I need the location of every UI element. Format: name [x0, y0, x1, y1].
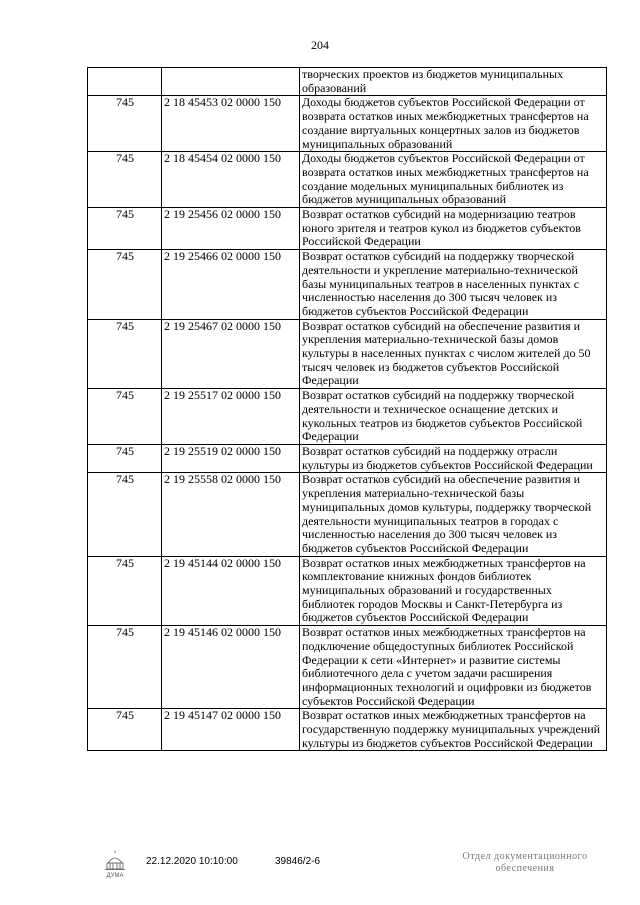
income-name-cell: Возврат остатков субсидий на поддержку отрасли культуры из бюджетов субъектов Российской Федерации — [300, 444, 607, 472]
income-name-cell: Возврат остатков субсидий на модернизацию театров юного зрителя и театров кукол из бюджетов субъектов Российской Федерации — [300, 208, 607, 250]
admin-code-cell: 745 — [88, 250, 162, 320]
page-footer — [0, 849, 640, 889]
income-name-cell: Возврат остатков субсидий на поддержку творческой деятельности и укрепление материально-технической базы муниципальных театров в населенных пунктах с численностью населения до 300 тысяч человек из бюджетов субъектов Российской Федерации — [300, 250, 607, 320]
admin-code-cell: 745 — [88, 319, 162, 389]
footer-datetime: 22.12.2020 10:10:00 — [146, 856, 238, 867]
table-row — [88, 319, 607, 389]
footer-doc-code: 39846/2-6 — [275, 856, 321, 867]
admin-code-cell: 745 — [88, 208, 162, 250]
income-name-cell: Доходы бюджетов субъектов Российской Федерации от возврата остатков иных межбюджетных трансфертов на создание виртуальных концертных залов из бюджетов муниципальных образований — [300, 96, 607, 152]
table-row — [88, 250, 607, 320]
admin-code-cell — [88, 68, 162, 96]
income-name-cell: Возврат остатков субсидий на обеспечение развития и укрепления материально-технической базы домов культуры в населенных пунктах с числом жителей до 50 тысяч человек из бюджетов субъектов Российской Федерации — [300, 319, 607, 389]
income-name-cell: творческих проектов из бюджетов муниципальных образований — [300, 68, 607, 96]
admin-code-cell: 745 — [88, 626, 162, 709]
income-name-cell: Возврат остатков иных межбюджетных трансфертов на подключение общедоступных библиотек Российской Федерации к сети «Интернет» и развитие системы библиотечного дела с учетом задачи расширения информационных технологий и оцифровки из бюджетов субъектов Российской Федерации — [300, 626, 607, 709]
budget-code-cell: 2 19 25519 02 0000 150 — [162, 444, 300, 472]
footer-dept-line-1: Отдел документационного — [462, 851, 588, 862]
budget-code-cell: 2 19 25558 02 0000 150 — [162, 473, 300, 556]
table-row — [88, 152, 607, 208]
table-row — [88, 68, 607, 96]
budget-code-cell: 2 18 45454 02 0000 150 — [162, 152, 300, 208]
svg-text:ДУМА: ДУМА — [106, 873, 124, 879]
admin-code-cell: 745 — [88, 96, 162, 152]
income-name-cell: Возврат остатков иных межбюджетных трансфертов на комплектование книжных фондов библиотек муниципальных образований и государственных библиотек городов Москвы и Санкт-Петербурга из бюджетов субъектов Российской Федерации — [300, 556, 607, 626]
table-row — [88, 444, 607, 472]
footer-department-stamp — [440, 851, 610, 875]
budget-code-cell: 2 19 25456 02 0000 150 — [162, 208, 300, 250]
admin-code-cell: 745 — [88, 389, 162, 445]
budget-code-cell: 2 19 25517 02 0000 150 — [162, 389, 300, 445]
admin-code-cell: 745 — [88, 556, 162, 626]
budget-code-cell: 2 19 45144 02 0000 150 — [162, 556, 300, 626]
budget-code-cell: 2 19 25466 02 0000 150 — [162, 250, 300, 320]
table-row — [88, 96, 607, 152]
table-row — [88, 389, 607, 445]
budget-code-cell: 2 19 45147 02 0000 150 — [162, 709, 300, 751]
budget-code-cell: 2 18 45453 02 0000 150 — [162, 96, 300, 152]
admin-code-cell: 745 — [88, 444, 162, 472]
budget-code-cell: 2 19 45146 02 0000 150 — [162, 626, 300, 709]
income-name-cell: Возврат остатков субсидий на поддержку творческой деятельности и техническое оснащение детских и кукольных театров из бюджетов субъектов Российской Федерации — [300, 389, 607, 445]
page-number: 204 — [311, 38, 329, 52]
income-name-cell: Возврат остатков иных межбюджетных трансфертов на государственную поддержку муниципальных учреждений культуры из бюджетов субъектов Российской Федерации — [300, 709, 607, 751]
income-name-cell: Возврат остатков субсидий на обеспечение развития и укрепления материально-технической базы муниципальных домов культуры, поддержку творческой деятельности муниципальных театров в городах с численностью населения до 300 тысяч человек из бюджетов субъектов Российской Федерации — [300, 473, 607, 556]
income-name-cell: Доходы бюджетов субъектов Российской Федерации от возврата остатков иных межбюджетных трансфертов на создание модельных муниципальных библиотек из бюджетов муниципальных образований — [300, 152, 607, 208]
table-row — [88, 208, 607, 250]
admin-code-cell: 745 — [88, 473, 162, 556]
table-row — [88, 556, 607, 626]
budget-codes-table — [87, 67, 607, 751]
duma-logo-icon — [100, 849, 130, 879]
table-row — [88, 709, 607, 751]
table-row — [88, 626, 607, 709]
budget-code-cell: 2 19 25467 02 0000 150 — [162, 319, 300, 389]
budget-code-cell — [162, 68, 300, 96]
footer-dept-line-2: обеспечения — [495, 863, 555, 874]
admin-code-cell: 745 — [88, 709, 162, 751]
table-row — [88, 473, 607, 556]
admin-code-cell: 745 — [88, 152, 162, 208]
